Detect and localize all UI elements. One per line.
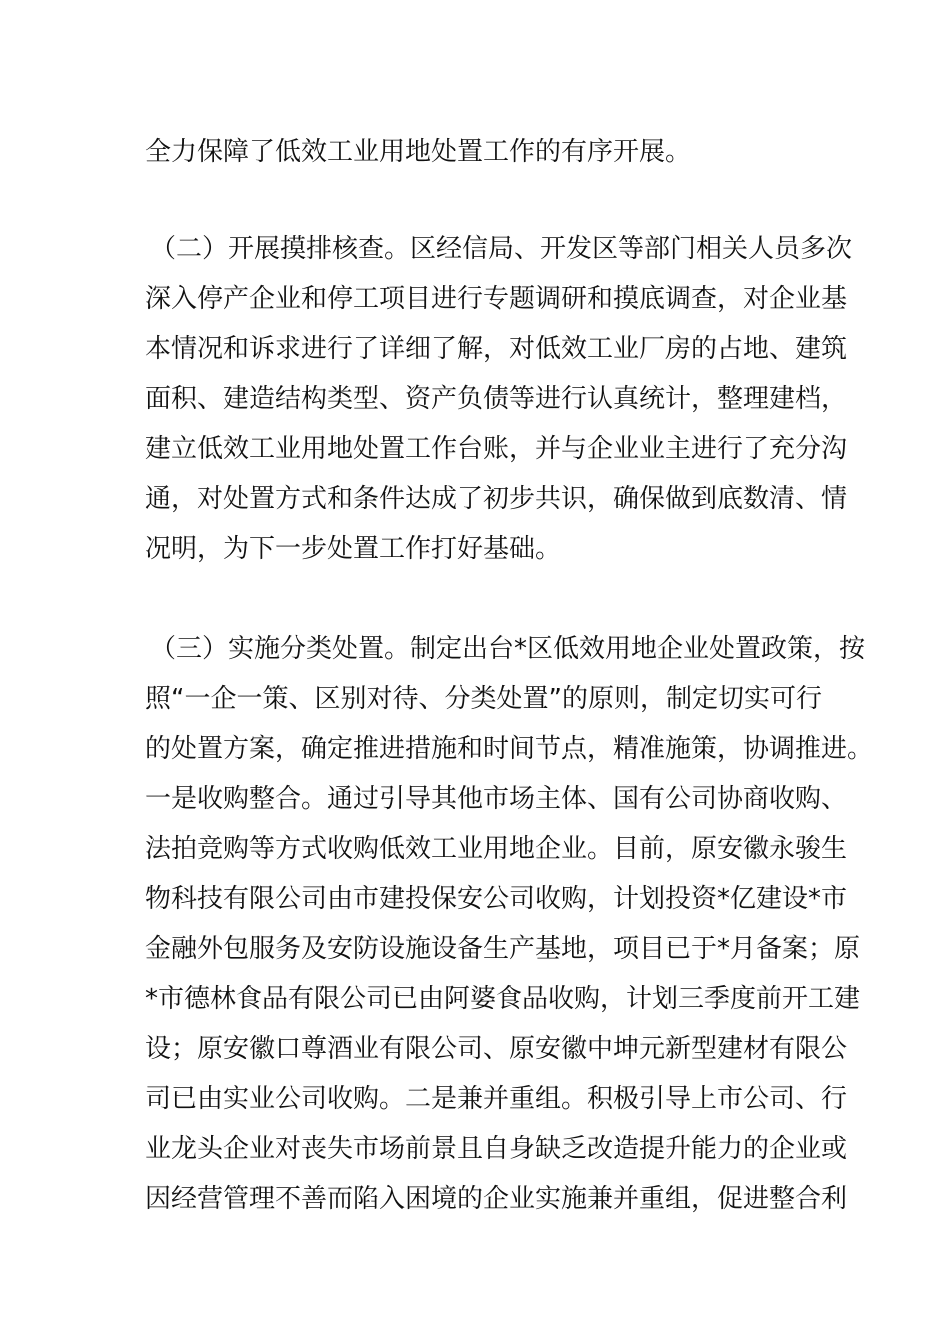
text-line: 设；原安徽口尊酒业有限公司、原安徽中坤元新型建材有限公 <box>145 1034 848 1064</box>
text-line: 一是收购整合。通过引导其他市场主体、国有公司协商收购、 <box>145 784 848 814</box>
text-line: 的处置方案，确定推进措施和时间节点，精准施策，协调推进。 <box>145 734 874 764</box>
text-line: （二）开展摸排核查。区经信局、开发区等部门相关人员多次 <box>150 234 853 264</box>
text-line: *市德林食品有限公司已由阿婆食品收购，计划三季度前开工建 <box>145 984 861 1014</box>
text-line: 面积、建造结构类型、资产负债等进行认真统计，整理建档， <box>145 384 848 414</box>
text-line: 业龙头企业对丧失市场前景且自身缺乏改造提升能力的企业或 <box>145 1134 848 1164</box>
text-line: 建立低效工业用地处置工作台账，并与企业业主进行了充分沟 <box>145 434 848 464</box>
text-line: 因经营管理不善而陷入困境的企业实施兼并重组，促进整合利 <box>145 1184 848 1214</box>
text-line: 本情况和诉求进行了详细了解，对低效工业厂房的占地、建筑 <box>145 334 848 364</box>
text-line: （三）实施分类处置。制定出台*区低效用地企业处置政策，按 <box>150 634 866 664</box>
text-line: 司已由实业公司收购。二是兼并重组。积极引导上市公司、行 <box>145 1084 848 1114</box>
text-line: 况明，为下一步处置工作打好基础。 <box>145 534 562 564</box>
text-line: 全力保障了低效工业用地处置工作的有序开展。 <box>145 137 692 167</box>
text-line: 物科技有限公司由市建投保安公司收购，计划投资*亿建设*市 <box>145 884 848 914</box>
text-line: 通，对处置方式和条件达成了初步共识，确保做到底数清、情 <box>145 484 848 514</box>
text-line: 照“一企一策、区别对待、分类处置”的原则，制定切实可行 <box>145 684 822 714</box>
text-line: 法拍竞购等方式收购低效工业用地企业。目前，原安徽永骏生 <box>145 834 848 864</box>
text-line: 金融外包服务及安防设施设备生产基地，项目已于*月备案；原 <box>145 934 861 964</box>
text-line: 深入停产企业和停工项目进行专题调研和摸底调查，对企业基 <box>145 284 848 314</box>
